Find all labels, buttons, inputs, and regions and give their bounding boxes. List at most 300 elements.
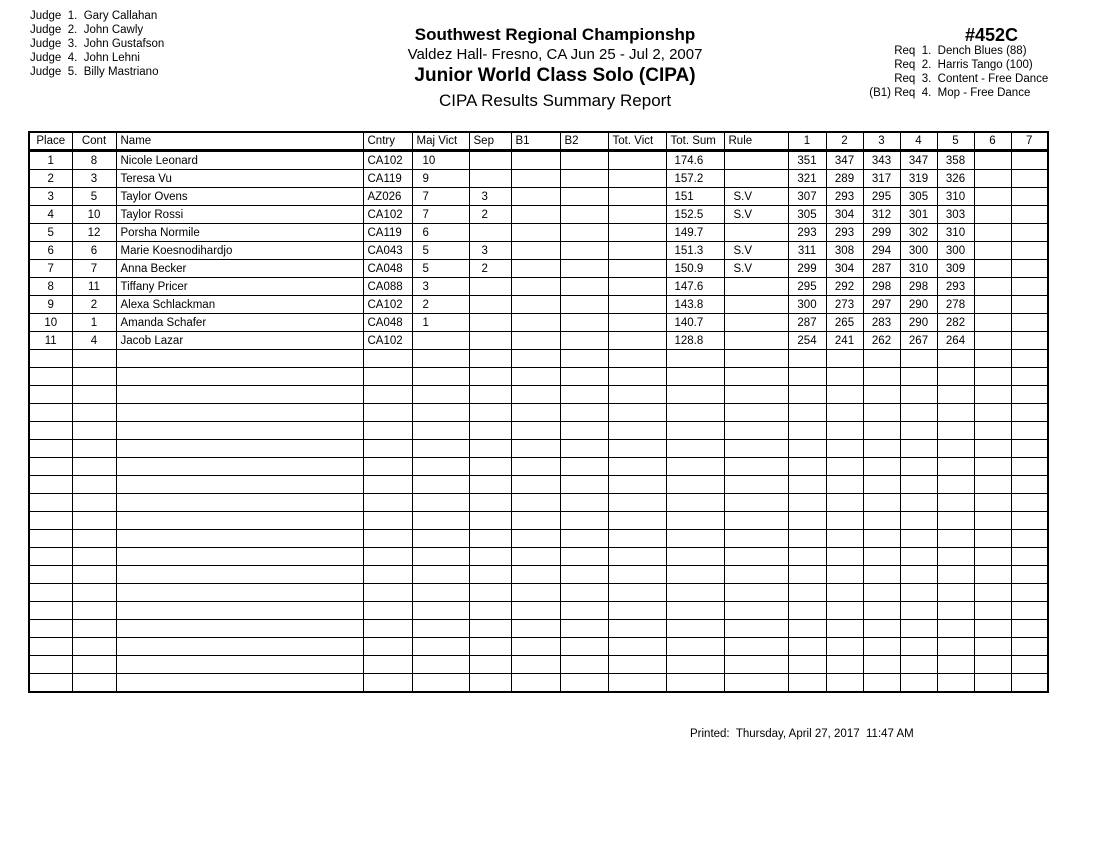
table-cell: 287 (863, 260, 900, 278)
table-cell (412, 386, 469, 404)
table-cell: 2 (469, 260, 511, 278)
table-cell: 143.8 (666, 296, 724, 314)
table-cell (937, 386, 974, 404)
table-cell: 300 (937, 242, 974, 260)
table-cell: 6 (29, 242, 72, 260)
table-cell: Teresa Vu (116, 170, 363, 188)
table-cell (608, 440, 666, 458)
table-cell (863, 386, 900, 404)
table-cell: CA102 (363, 206, 412, 224)
table-cell (1011, 422, 1048, 440)
table-cell (974, 602, 1011, 620)
table-cell (560, 494, 608, 512)
table-cell (666, 404, 724, 422)
table-cell (826, 440, 863, 458)
table-cell (826, 422, 863, 440)
table-cell: 6 (412, 224, 469, 242)
table-cell (1011, 638, 1048, 656)
table-cell (788, 386, 826, 404)
table-cell (469, 476, 511, 494)
table-row (29, 170, 1048, 188)
table-cell: 2 (29, 170, 72, 188)
table-cell (469, 548, 511, 566)
table-cell: 290 (900, 314, 937, 332)
table-cell (363, 350, 412, 368)
table-cell (937, 656, 974, 674)
table-cell (900, 548, 937, 566)
table-cell (363, 476, 412, 494)
table-cell (560, 224, 608, 242)
table-cell (29, 386, 72, 404)
empty-table-row (29, 602, 1048, 620)
table-cell: 6 (72, 242, 116, 260)
table-cell (560, 368, 608, 386)
event-code: #452C (965, 25, 1019, 45)
table-cell (788, 584, 826, 602)
table-cell (608, 170, 666, 188)
table-cell (363, 368, 412, 386)
table-cell (29, 656, 72, 674)
table-cell (863, 350, 900, 368)
table-cell (788, 368, 826, 386)
table-cell (974, 620, 1011, 638)
table-cell (363, 458, 412, 476)
table-cell (974, 386, 1011, 404)
table-cell (116, 440, 363, 458)
table-cell (560, 151, 608, 170)
table-cell (412, 332, 469, 350)
table-cell (608, 638, 666, 656)
table-cell (560, 260, 608, 278)
table-cell (412, 530, 469, 548)
table-row (29, 224, 1048, 242)
table-cell (666, 422, 724, 440)
table-cell (608, 332, 666, 350)
table-cell (974, 188, 1011, 206)
table-cell: CA102 (363, 296, 412, 314)
table-cell (974, 151, 1011, 170)
table-cell: 343 (863, 151, 900, 170)
table-cell (900, 404, 937, 422)
table-cell (412, 458, 469, 476)
table-cell (29, 620, 72, 638)
table-cell (937, 440, 974, 458)
table-cell (412, 494, 469, 512)
table-cell: CA102 (363, 151, 412, 170)
table-cell: 297 (863, 296, 900, 314)
table-cell: 3 (412, 278, 469, 296)
table-cell (937, 368, 974, 386)
table-cell (116, 548, 363, 566)
table-cell: 149.7 (666, 224, 724, 242)
table-cell (863, 656, 900, 674)
column-header: 2 (826, 132, 863, 151)
table-cell (412, 620, 469, 638)
table-header-row (29, 132, 1048, 151)
table-cell: 11 (29, 332, 72, 350)
results-table (28, 131, 1049, 693)
table-cell (724, 350, 788, 368)
table-cell (363, 422, 412, 440)
table-cell (412, 602, 469, 620)
table-cell (826, 656, 863, 674)
empty-table-row (29, 422, 1048, 440)
table-cell (666, 620, 724, 638)
table-cell (608, 512, 666, 530)
table-cell (974, 440, 1011, 458)
table-cell (116, 368, 363, 386)
table-cell (826, 368, 863, 386)
column-header: B2 (560, 132, 608, 151)
table-cell: 2 (469, 206, 511, 224)
table-cell (900, 656, 937, 674)
table-cell (469, 151, 511, 170)
table-cell (72, 422, 116, 440)
table-cell (29, 350, 72, 368)
table-cell (724, 530, 788, 548)
table-cell: 241 (826, 332, 863, 350)
table-cell (666, 476, 724, 494)
table-cell: 282 (937, 314, 974, 332)
table-cell (560, 530, 608, 548)
table-cell (72, 440, 116, 458)
table-cell (937, 602, 974, 620)
table-cell (412, 476, 469, 494)
table-cell (974, 638, 1011, 656)
table-cell (974, 458, 1011, 476)
table-cell (608, 151, 666, 170)
table-cell (363, 584, 412, 602)
table-cell (469, 494, 511, 512)
empty-table-row (29, 512, 1048, 530)
table-cell (724, 512, 788, 530)
table-cell (560, 422, 608, 440)
table-cell: 278 (937, 296, 974, 314)
table-cell (363, 674, 412, 693)
table-cell: 310 (900, 260, 937, 278)
table-cell (724, 548, 788, 566)
table-cell (363, 440, 412, 458)
table-cell: 292 (826, 278, 863, 296)
table-cell: Alexa Schlackman (116, 296, 363, 314)
table-cell (724, 151, 788, 170)
table-cell: 300 (788, 296, 826, 314)
table-cell (724, 602, 788, 620)
table-cell (608, 422, 666, 440)
empty-table-row (29, 440, 1048, 458)
table-row (29, 206, 1048, 224)
table-cell (863, 674, 900, 693)
table-cell: 310 (937, 188, 974, 206)
table-cell (116, 566, 363, 584)
table-cell (29, 422, 72, 440)
column-header: Cont (72, 132, 116, 151)
table-cell (608, 566, 666, 584)
table-cell: 4 (29, 206, 72, 224)
table-cell (608, 404, 666, 422)
table-cell (974, 656, 1011, 674)
table-cell (72, 548, 116, 566)
table-cell (974, 674, 1011, 693)
empty-table-row (29, 584, 1048, 602)
table-cell: CA043 (363, 242, 412, 260)
column-header: Tot. Sum (666, 132, 724, 151)
table-cell: 5 (412, 260, 469, 278)
table-cell (974, 512, 1011, 530)
table-cell (666, 530, 724, 548)
table-cell (469, 656, 511, 674)
table-cell (788, 494, 826, 512)
table-cell (560, 296, 608, 314)
table-cell (560, 170, 608, 188)
table-cell (788, 602, 826, 620)
table-cell (937, 638, 974, 656)
table-cell (666, 566, 724, 584)
table-cell (900, 512, 937, 530)
table-cell (116, 602, 363, 620)
table-cell: 289 (826, 170, 863, 188)
table-cell: 293 (826, 224, 863, 242)
table-cell (116, 494, 363, 512)
table-cell: Anna Becker (116, 260, 363, 278)
table-cell (788, 458, 826, 476)
table-cell (826, 476, 863, 494)
table-cell (724, 566, 788, 584)
table-cell: 1 (412, 314, 469, 332)
table-cell (511, 548, 560, 566)
table-cell (900, 494, 937, 512)
table-cell (1011, 602, 1048, 620)
table-cell (72, 620, 116, 638)
table-cell: CA102 (363, 332, 412, 350)
table-cell (608, 620, 666, 638)
table-cell (863, 404, 900, 422)
table-row (29, 188, 1048, 206)
table-cell (363, 386, 412, 404)
table-cell (116, 512, 363, 530)
table-cell (608, 350, 666, 368)
table-cell (900, 440, 937, 458)
table-cell (1011, 350, 1048, 368)
table-cell: 294 (863, 242, 900, 260)
table-cell: 265 (826, 314, 863, 332)
table-cell (1011, 170, 1048, 188)
table-cell (511, 242, 560, 260)
table-cell (788, 638, 826, 656)
table-cell (116, 458, 363, 476)
table-cell (724, 224, 788, 242)
table-cell (666, 458, 724, 476)
table-cell (608, 188, 666, 206)
table-cell (1011, 314, 1048, 332)
table-cell (900, 620, 937, 638)
table-cell: 5 (29, 224, 72, 242)
table-cell (412, 422, 469, 440)
table-cell (412, 440, 469, 458)
table-cell (469, 224, 511, 242)
table-cell (863, 494, 900, 512)
table-cell: 2 (72, 296, 116, 314)
table-cell (560, 350, 608, 368)
table-cell (863, 602, 900, 620)
table-cell (826, 494, 863, 512)
table-cell (863, 422, 900, 440)
table-cell (363, 638, 412, 656)
table-cell (116, 674, 363, 693)
requirements-list (860, 44, 1048, 100)
table-cell (511, 584, 560, 602)
table-cell (363, 530, 412, 548)
table-cell (72, 386, 116, 404)
table-cell (511, 656, 560, 674)
table-cell (900, 602, 937, 620)
table-cell (560, 674, 608, 693)
table-cell (560, 242, 608, 260)
table-cell: 290 (900, 296, 937, 314)
table-cell (511, 296, 560, 314)
table-cell: 264 (937, 332, 974, 350)
table-cell: 254 (788, 332, 826, 350)
column-header: Maj Vict (412, 132, 469, 151)
table-cell (724, 386, 788, 404)
table-cell (560, 638, 608, 656)
table-cell (608, 548, 666, 566)
table-cell (511, 188, 560, 206)
table-cell (560, 440, 608, 458)
table-cell (608, 602, 666, 620)
table-cell (974, 260, 1011, 278)
table-cell (863, 458, 900, 476)
table-cell (560, 206, 608, 224)
table-cell (608, 242, 666, 260)
table-row (29, 278, 1048, 296)
table-cell (511, 224, 560, 242)
table-cell: Nicole Leonard (116, 151, 363, 170)
table-cell: 301 (900, 206, 937, 224)
table-cell (560, 314, 608, 332)
table-cell (72, 656, 116, 674)
venue-dates: Valdez Hall- Fresno, CA Jun 25 - Jul 2, 2007 (407, 46, 703, 63)
table-row (29, 332, 1048, 350)
table-cell: 5 (412, 242, 469, 260)
table-cell (469, 278, 511, 296)
table-cell (412, 548, 469, 566)
empty-table-row (29, 530, 1048, 548)
table-cell (608, 368, 666, 386)
table-cell (900, 368, 937, 386)
table-cell: Tiffany Pricer (116, 278, 363, 296)
table-cell (1011, 674, 1048, 693)
table-cell (511, 674, 560, 693)
table-cell (788, 512, 826, 530)
column-header: Rule (724, 132, 788, 151)
table-cell (511, 620, 560, 638)
table-cell (666, 584, 724, 602)
table-cell (1011, 224, 1048, 242)
table-cell (469, 170, 511, 188)
table-cell (560, 404, 608, 422)
table-cell (511, 314, 560, 332)
table-cell (1011, 458, 1048, 476)
table-cell (511, 350, 560, 368)
table-cell: 347 (826, 151, 863, 170)
table-cell: 4 (72, 332, 116, 350)
table-cell (511, 494, 560, 512)
table-row (29, 296, 1048, 314)
table-cell (469, 458, 511, 476)
table-cell (1011, 656, 1048, 674)
empty-table-row (29, 638, 1048, 656)
table-cell (72, 602, 116, 620)
table-cell (72, 476, 116, 494)
table-cell (1011, 512, 1048, 530)
table-cell: S.V (724, 260, 788, 278)
table-cell (560, 332, 608, 350)
table-cell (29, 440, 72, 458)
table-cell: 128.8 (666, 332, 724, 350)
column-header: 6 (974, 132, 1011, 151)
judge-3: Judge 3. John Gustafson (30, 38, 165, 50)
table-cell (116, 620, 363, 638)
table-cell (863, 368, 900, 386)
table-cell: 299 (863, 224, 900, 242)
table-cell (1011, 584, 1048, 602)
table-cell (363, 656, 412, 674)
column-header: Sep (469, 132, 511, 151)
table-cell (29, 548, 72, 566)
table-cell (511, 458, 560, 476)
table-cell (724, 170, 788, 188)
table-cell (937, 584, 974, 602)
table-cell (724, 584, 788, 602)
table-cell: 9 (29, 296, 72, 314)
table-cell (72, 350, 116, 368)
table-cell (666, 602, 724, 620)
table-cell (608, 476, 666, 494)
table-cell (826, 620, 863, 638)
table-cell: 3 (469, 242, 511, 260)
table-cell (937, 422, 974, 440)
table-cell: 308 (826, 242, 863, 260)
table-cell: 304 (826, 260, 863, 278)
table-cell (666, 494, 724, 512)
table-cell (363, 512, 412, 530)
event-title: Southwest Regional Championshp (414, 25, 696, 44)
table-cell: 3 (469, 188, 511, 206)
empty-table-row (29, 656, 1048, 674)
table-cell (974, 530, 1011, 548)
table-cell (560, 602, 608, 620)
table-cell: 7 (29, 260, 72, 278)
table-cell: 262 (863, 332, 900, 350)
table-cell (826, 584, 863, 602)
table-cell: 151 (666, 188, 724, 206)
table-cell: 150.9 (666, 260, 724, 278)
table-cell (863, 476, 900, 494)
table-cell (974, 350, 1011, 368)
table-cell (363, 494, 412, 512)
table-cell (900, 386, 937, 404)
table-cell (724, 494, 788, 512)
table-cell (666, 548, 724, 566)
table-cell (900, 584, 937, 602)
table-cell (72, 638, 116, 656)
table-cell (937, 530, 974, 548)
table-cell (974, 170, 1011, 188)
table-cell (560, 656, 608, 674)
table-cell (29, 584, 72, 602)
table-cell (974, 368, 1011, 386)
